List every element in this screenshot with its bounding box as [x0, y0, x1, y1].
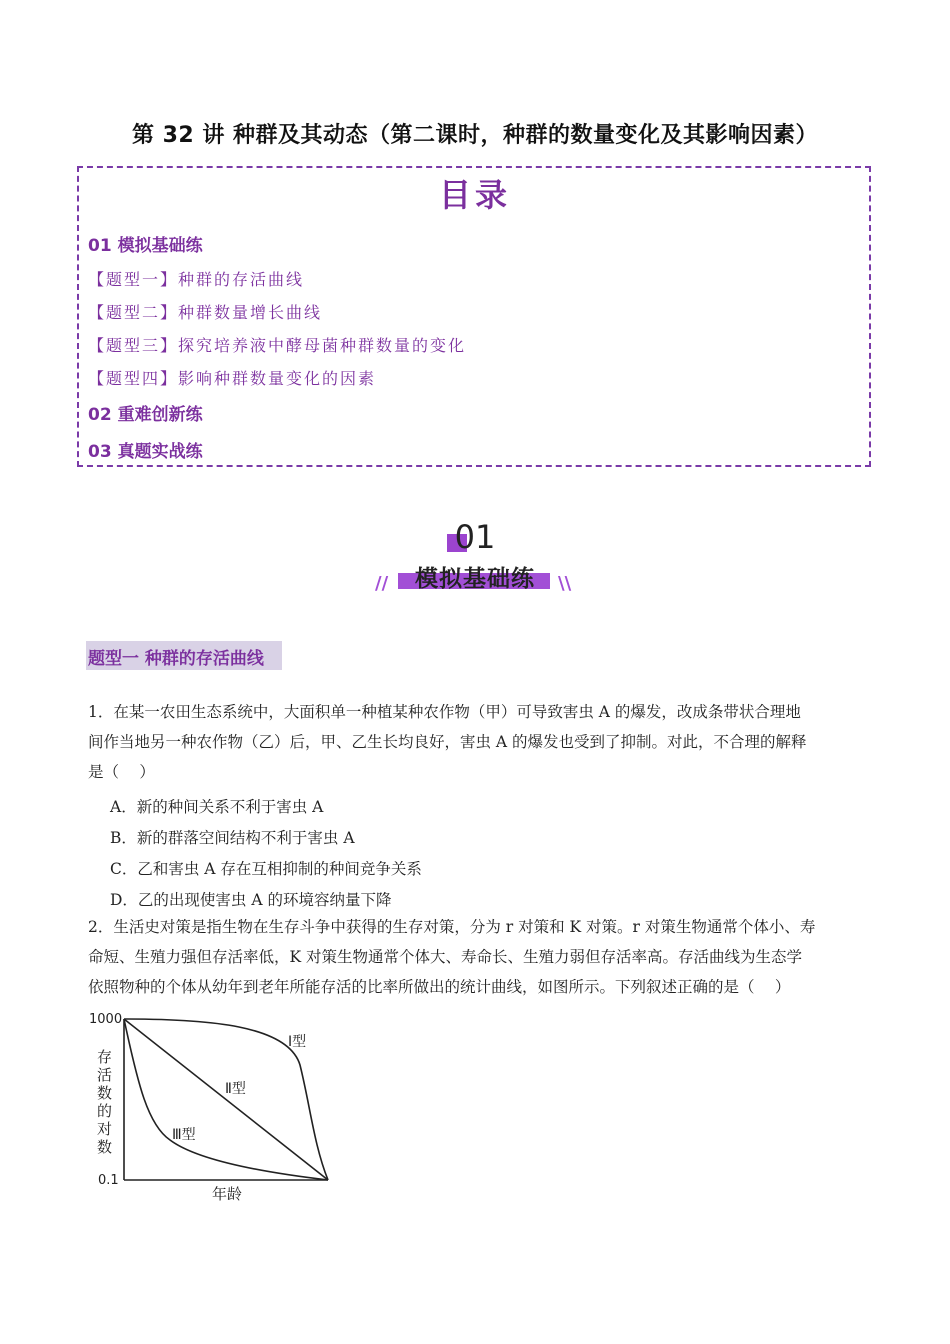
y-axis-label: [97, 1048, 112, 1156]
toc-item-3[interactable]: 【题型三】探究培养液中酵母菌种群数量的变化: [88, 336, 467, 355]
toc-heading: 目录: [438, 176, 511, 214]
question-1-line-1: 1．在某一农田生态系统中，大面积单一种植某种农作物（甲）可导致害虫 A 的爆发，改成条带状合理地: [88, 703, 801, 721]
toc-section-2[interactable]: 02 重难创新练: [88, 405, 203, 425]
banner-right-deco: \\: [558, 573, 572, 594]
question-2-line-2: 命短、生殖力强但存活率低，K 对策生物通常个体大、寿命长、生殖力弱但存活率高。存活曲线为生态学: [88, 948, 803, 966]
question-1-option-a: A．新的种间关系不利于害虫 A: [110, 798, 324, 816]
banner-title: 模拟基础练: [415, 566, 535, 592]
x-axis-label: 年龄: [212, 1185, 243, 1203]
y-bottom-label: 0.1: [98, 1173, 119, 1188]
y-label-char-5: 对: [97, 1120, 113, 1138]
banner-left-deco: //: [375, 573, 389, 594]
toc-section-3[interactable]: 03 真题实战练: [88, 442, 203, 462]
y-label-char-3: 数: [97, 1084, 113, 1102]
question-1-option-b: B．新的群落空间结构不利于害虫 A: [110, 829, 355, 847]
type-heading: 题型一 种群的存活曲线: [88, 649, 264, 669]
y-label-char-6: 数: [97, 1138, 113, 1156]
question-1-option-d: D．乙的出现使害虫 A 的环境容纳量下降: [110, 891, 392, 909]
curve-label-1: Ⅰ型: [288, 1034, 307, 1050]
toc-item-4[interactable]: 【题型四】影响种群数量变化的因素: [88, 369, 377, 388]
y-label-char-4: 的: [97, 1102, 113, 1120]
toc-item-2[interactable]: 【题型二】种群数量增长曲线: [88, 303, 323, 322]
question-1-line-3: 是（ ）: [88, 763, 155, 781]
question-1-line-2: 间作当地另一种农作物（乙）后，甲、乙生长均良好，害虫 A 的爆发也受到了抑制。对此，不合理的解释: [88, 733, 807, 751]
toc-item-1[interactable]: 【题型一】种群的存活曲线: [88, 270, 305, 289]
curve-label-2: Ⅱ型: [225, 1081, 246, 1097]
y-label-char-1: 存: [97, 1048, 113, 1066]
curve-label-3: Ⅲ型: [172, 1127, 196, 1143]
question-1-option-c: C．乙和害虫 A 存在互相抑制的种间竞争关系: [110, 860, 422, 878]
survival-curve-figure: [88, 1005, 348, 1205]
y-label-char-2: 活: [97, 1066, 113, 1084]
y-top-label: 1000: [89, 1012, 123, 1027]
question-2-line-1: 2．生活史对策是指生物在生存斗争中获得的生存对策，分为 r 对策和 K 对策。r 对策生物通常个体小、寿: [88, 918, 816, 936]
toc-section-1[interactable]: 01 模拟基础练: [88, 236, 203, 256]
page-title: 第 32 讲 种群及其动态（第二课时，种群的数量变化及其影响因素）: [131, 123, 819, 148]
question-2-line-3: 依照物种的个体从幼年到老年所能存活的比率所做出的统计曲线，如图所示。下列叙述正确的是（ ）: [88, 978, 791, 996]
banner-number: 01: [454, 518, 496, 556]
